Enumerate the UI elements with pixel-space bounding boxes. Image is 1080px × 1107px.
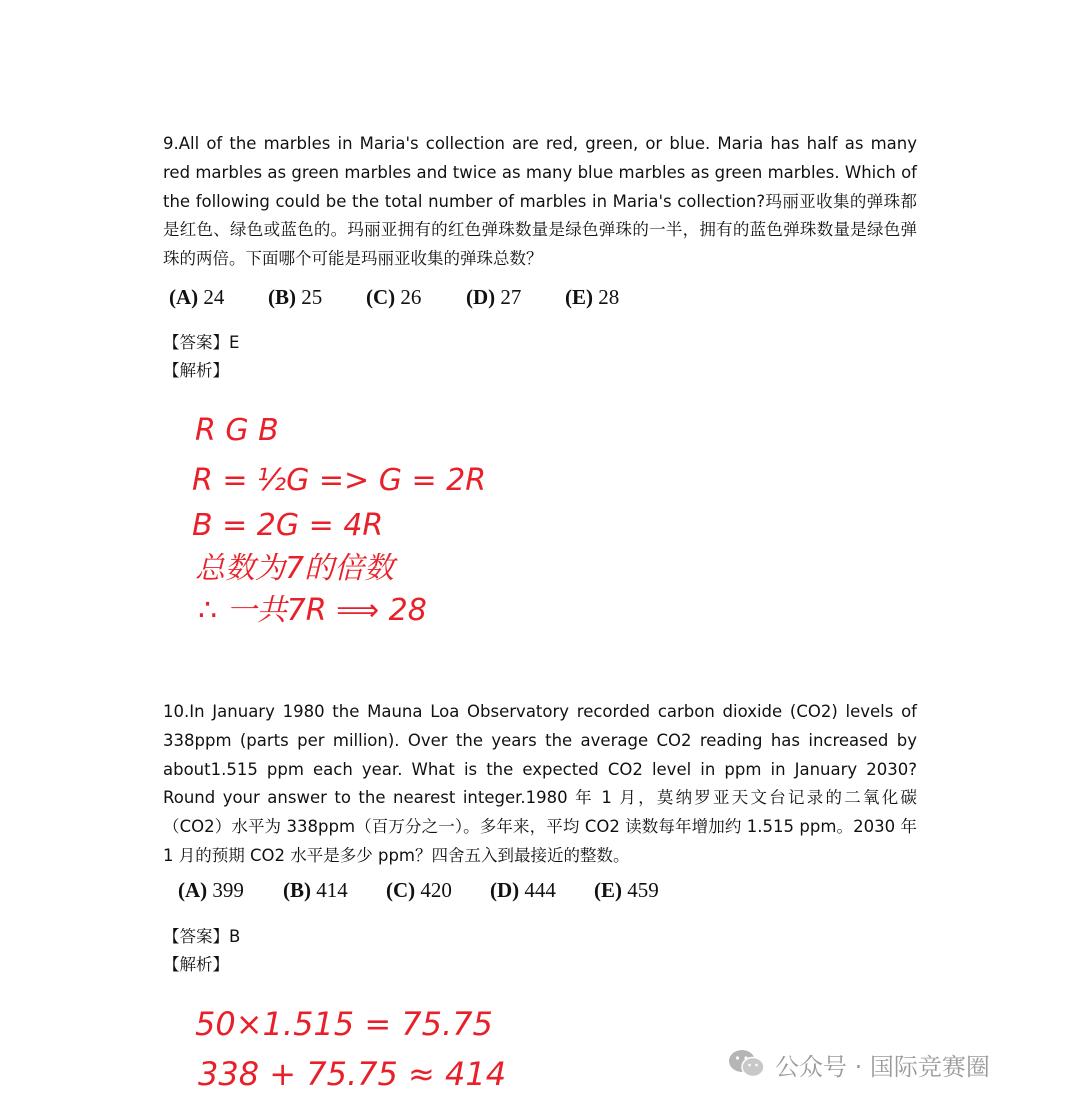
handwriting-line: 338 + 75.75 ≈ 414 bbox=[198, 1055, 507, 1093]
choice-letter: (E) bbox=[565, 285, 593, 309]
choice-letter: (C) bbox=[366, 285, 396, 309]
choice-value: 24 bbox=[203, 285, 225, 309]
watermark-text: 公众号 · 国际竞赛圈 bbox=[775, 1052, 990, 1081]
handwriting-line: 总数为7的倍数 bbox=[195, 551, 395, 586]
question-10-text: 10.In January 1980 the Mauna Loa Observatory recorded carbon dioxide (CO2) levels of 338ppm (parts per million). Over the years the average CO2 reading has increased by about1.515 ppm each year. What is the expected CO2 level in ppm in January 2030? Round your answer to the nearest integer.1980 年 1 月，莫纳罗亚天文台记录的二氧化碳（CO2）水平为 338ppm（百万分之一）。多年来，平均 CO2 读数每年增加约 1.515 ppm。2030 年 1 月的预期 CO2 水平是多少 ppm？四舍五入到最接近的整数。 bbox=[163, 702, 917, 865]
choice-letter: (D) bbox=[490, 878, 520, 902]
wechat-icon bbox=[727, 1048, 767, 1080]
handwriting-line: R = ½G => G = 2R bbox=[192, 463, 487, 498]
handwriting-line: ∴ 一共7R ⟹ 28 bbox=[198, 593, 427, 628]
handwriting-line: B = 2G = 4R bbox=[192, 508, 384, 543]
choice-value: 25 bbox=[301, 285, 323, 309]
choice-value: 444 bbox=[524, 878, 556, 902]
question-9-text: 9.All of the marbles in Maria's collection are red, green, or blue. Maria has half as many red marbles as green marbles and twice as many blue marbles as green marbles. Which of the following could be the total number of marbles in Maria's collection?玛丽亚收集的弹珠都是红色、绿色或蓝色的。玛丽亚拥有的红色弹珠数量是绿色弹珠的一半，拥有的蓝色弹珠数量是绿色弹珠的两倍。下面哪个可能是玛丽亚收集的弹珠总数？ bbox=[163, 134, 917, 269]
watermark bbox=[727, 1046, 990, 1082]
choice-value: 26 bbox=[400, 285, 422, 309]
choice-letter: (A) bbox=[178, 878, 208, 902]
choice-value: 420 bbox=[420, 878, 452, 902]
analysis-label: 【解析】 bbox=[163, 955, 229, 974]
choice-letter: (D) bbox=[466, 285, 496, 309]
choice-value: 27 bbox=[500, 285, 522, 309]
choice-letter: (A) bbox=[169, 285, 199, 309]
choice-value: 414 bbox=[316, 878, 348, 902]
choice-letter: (E) bbox=[594, 878, 622, 902]
choice-letter: (B) bbox=[283, 878, 311, 902]
analysis-label: 【解析】 bbox=[163, 361, 229, 380]
answer-label: 【答案】E bbox=[163, 333, 240, 352]
choice-letter: (B) bbox=[268, 285, 296, 309]
answer-label: 【答案】B bbox=[163, 927, 241, 946]
handwriting-line: 50×1.515 = 75.75 bbox=[195, 1005, 493, 1043]
handwriting-line: R G B bbox=[195, 413, 279, 448]
choice-value: 28 bbox=[598, 285, 620, 309]
choice-value: 399 bbox=[212, 878, 244, 902]
choice-letter: (C) bbox=[386, 878, 416, 902]
choice-value: 459 bbox=[627, 878, 659, 902]
